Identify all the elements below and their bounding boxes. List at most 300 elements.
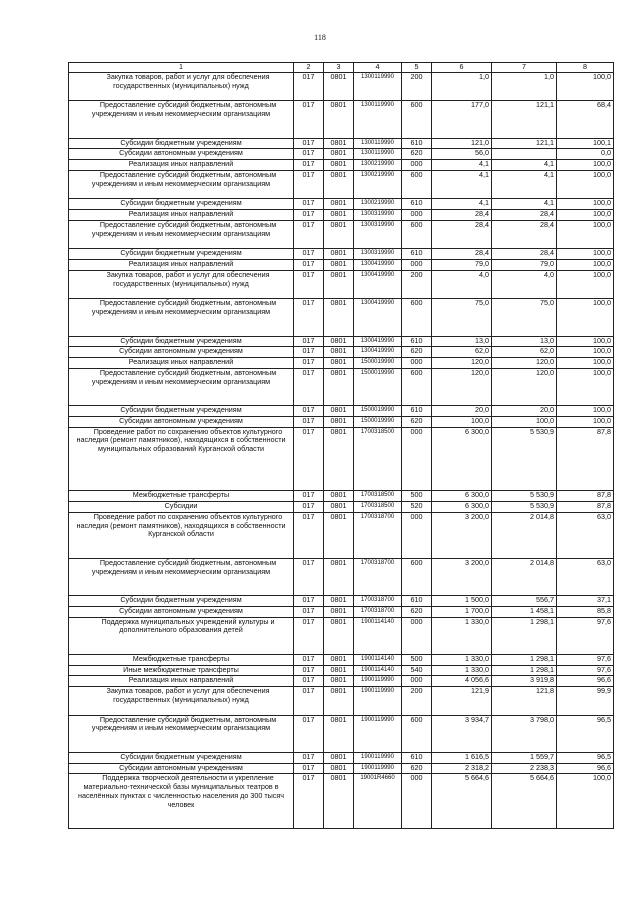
cell-expense-type: 000 — [402, 617, 432, 654]
cell-ministry: 017 — [294, 199, 324, 210]
cell-plan: 4,1 — [432, 160, 492, 171]
table-row — [69, 502, 614, 513]
cell-section: 0801 — [324, 606, 354, 617]
row-name: Предоставление субсидий бюджетным, автономным учреждениям и иным некоммерческим организациям — [69, 715, 294, 752]
cell-expense-type: 600 — [402, 220, 432, 248]
cell-target-code: 1300219990 — [354, 199, 402, 210]
cell-percent: 100,0 — [557, 170, 614, 198]
cell-target-code: 1700318700 — [354, 596, 402, 607]
cell-percent: 37,1 — [557, 596, 614, 607]
cell-ministry: 017 — [294, 73, 324, 101]
cell-target-code: 1700318700 — [354, 558, 402, 595]
cell-actual: 1,0 — [492, 73, 557, 101]
cell-ministry: 017 — [294, 260, 324, 271]
row-name: Закупка товаров, работ и услуг для обеспечения государственных (муниципальных) нужд — [69, 687, 294, 715]
cell-plan: 3 934,7 — [432, 715, 492, 752]
cell-actual: 20,0 — [492, 406, 557, 417]
cell-plan: 3 200,0 — [432, 512, 492, 558]
table-row — [69, 763, 614, 774]
cell-actual: 3 919,8 — [492, 676, 557, 687]
cell-actual: 4,1 — [492, 199, 557, 210]
table-row — [69, 368, 614, 405]
cell-actual: 28,4 — [492, 210, 557, 221]
cell-percent: 100,0 — [557, 73, 614, 101]
row-name: Субсидии автономным учреждениям — [69, 416, 294, 427]
cell-section: 0801 — [324, 763, 354, 774]
cell-percent: 100,0 — [557, 270, 614, 298]
row-name: Предоставление субсидий бюджетным, автономным учреждениям и иным некоммерческим организациям — [69, 558, 294, 595]
row-name: Субсидии бюджетным учреждениям — [69, 336, 294, 347]
cell-percent: 100,0 — [557, 249, 614, 260]
cell-plan: 1,0 — [432, 73, 492, 101]
cell-actual: 1 298,1 — [492, 654, 557, 665]
cell-plan: 1 330,0 — [432, 665, 492, 676]
cell-plan: 13,0 — [432, 336, 492, 347]
cell-plan: 56,0 — [432, 149, 492, 160]
cell-expense-type: 620 — [402, 149, 432, 160]
cell-target-code: 19001R4660 — [354, 774, 402, 829]
row-name: Субсидии автономным учреждениям — [69, 763, 294, 774]
cell-ministry: 017 — [294, 149, 324, 160]
cell-ministry: 017 — [294, 752, 324, 763]
cell-target-code: 1300219990 — [354, 160, 402, 171]
column-header: 8 — [557, 63, 614, 73]
cell-section: 0801 — [324, 270, 354, 298]
cell-expense-type: 200 — [402, 73, 432, 101]
cell-expense-type: 600 — [402, 170, 432, 198]
row-name: Проведение работ по сохранению объектов культурного наследия (ремонт памятников), находящихся в собственности муниципальных образований Курганской области — [69, 427, 294, 491]
cell-plan: 121,0 — [432, 138, 492, 149]
cell-section: 0801 — [324, 427, 354, 491]
cell-ministry: 017 — [294, 763, 324, 774]
table-row — [69, 617, 614, 654]
cell-section: 0801 — [324, 199, 354, 210]
cell-expense-type: 200 — [402, 687, 432, 715]
cell-actual: 5 530,9 — [492, 491, 557, 502]
row-name: Субсидии бюджетным учреждениям — [69, 249, 294, 260]
cell-ministry: 017 — [294, 687, 324, 715]
cell-ministry: 017 — [294, 596, 324, 607]
cell-section: 0801 — [324, 596, 354, 607]
row-name: Субсидии бюджетным учреждениям — [69, 596, 294, 607]
cell-section: 0801 — [324, 160, 354, 171]
table-row — [69, 260, 614, 271]
row-name: Субсидии — [69, 502, 294, 513]
table-row — [69, 149, 614, 160]
cell-actual: 3 798,0 — [492, 715, 557, 752]
cell-section: 0801 — [324, 512, 354, 558]
table-row — [69, 336, 614, 347]
cell-section: 0801 — [324, 491, 354, 502]
cell-plan: 6 300,0 — [432, 427, 492, 491]
cell-ministry: 017 — [294, 249, 324, 260]
cell-plan: 4,0 — [432, 270, 492, 298]
cell-actual: 5 664,6 — [492, 774, 557, 829]
cell-expense-type: 000 — [402, 676, 432, 687]
cell-plan: 1 616,5 — [432, 752, 492, 763]
cell-section: 0801 — [324, 73, 354, 101]
cell-expense-type: 000 — [402, 774, 432, 829]
column-header: 5 — [402, 63, 432, 73]
cell-ministry: 017 — [294, 170, 324, 198]
cell-actual: 4,1 — [492, 170, 557, 198]
table-row — [69, 299, 614, 336]
cell-plan: 120,0 — [432, 368, 492, 405]
cell-target-code: 1900114140 — [354, 617, 402, 654]
table-row — [69, 491, 614, 502]
table-row — [69, 558, 614, 595]
cell-plan: 2 318,2 — [432, 763, 492, 774]
cell-actual: 120,0 — [492, 358, 557, 369]
table-row — [69, 170, 614, 198]
cell-ministry: 017 — [294, 210, 324, 221]
cell-section: 0801 — [324, 336, 354, 347]
cell-plan: 121,9 — [432, 687, 492, 715]
cell-expense-type: 610 — [402, 138, 432, 149]
cell-section: 0801 — [324, 299, 354, 336]
row-name: Закупка товаров, работ и услуг для обеспечения государственных (муниципальных) нужд — [69, 270, 294, 298]
cell-target-code: 1300319990 — [354, 249, 402, 260]
cell-actual: 28,4 — [492, 249, 557, 260]
cell-expense-type: 610 — [402, 752, 432, 763]
cell-ministry: 017 — [294, 138, 324, 149]
cell-expense-type: 600 — [402, 558, 432, 595]
cell-target-code: 1700318500 — [354, 427, 402, 491]
row-name: Реализация иных направлений — [69, 260, 294, 271]
cell-percent: 0,0 — [557, 149, 614, 160]
cell-target-code: 1300119990 — [354, 149, 402, 160]
cell-section: 0801 — [324, 416, 354, 427]
cell-section: 0801 — [324, 358, 354, 369]
cell-target-code: 1300119990 — [354, 101, 402, 138]
cell-expense-type: 600 — [402, 715, 432, 752]
cell-target-code: 1900114140 — [354, 665, 402, 676]
cell-plan: 3 200,0 — [432, 558, 492, 595]
cell-target-code: 1500019990 — [354, 358, 402, 369]
cell-ministry: 017 — [294, 491, 324, 502]
cell-actual: 121,1 — [492, 138, 557, 149]
cell-actual: 556,7 — [492, 596, 557, 607]
cell-target-code: 1300319990 — [354, 220, 402, 248]
cell-target-code: 1300419990 — [354, 299, 402, 336]
row-name: Реализация иных направлений — [69, 210, 294, 221]
cell-section: 0801 — [324, 676, 354, 687]
cell-section: 0801 — [324, 368, 354, 405]
table-row — [69, 654, 614, 665]
cell-actual: 4,1 — [492, 160, 557, 171]
cell-ministry: 017 — [294, 606, 324, 617]
table-row — [69, 687, 614, 715]
cell-target-code: 1700318500 — [354, 491, 402, 502]
cell-target-code: 1300119990 — [354, 73, 402, 101]
row-name: Поддержка муниципальных учреждений культуры и дополнительного образования детей — [69, 617, 294, 654]
table-row — [69, 270, 614, 298]
page-number: 118 — [314, 33, 326, 42]
cell-expense-type: 000 — [402, 427, 432, 491]
cell-section: 0801 — [324, 406, 354, 417]
row-name: Закупка товаров, работ и услуг для обеспечения государственных (муниципальных) нужд — [69, 73, 294, 101]
cell-section: 0801 — [324, 260, 354, 271]
cell-percent: 100,0 — [557, 347, 614, 358]
cell-percent: 87,8 — [557, 491, 614, 502]
cell-actual: 1 298,1 — [492, 665, 557, 676]
cell-plan: 100,0 — [432, 416, 492, 427]
table-row — [69, 220, 614, 248]
table-row — [69, 665, 614, 676]
cell-percent: 96,5 — [557, 752, 614, 763]
cell-ministry: 017 — [294, 101, 324, 138]
cell-actual: 100,0 — [492, 416, 557, 427]
cell-percent: 100,0 — [557, 406, 614, 417]
table-row — [69, 249, 614, 260]
cell-expense-type: 620 — [402, 347, 432, 358]
cell-ministry: 017 — [294, 336, 324, 347]
cell-expense-type: 500 — [402, 491, 432, 502]
row-name: Субсидии бюджетным учреждениям — [69, 752, 294, 763]
cell-percent: 97,6 — [557, 617, 614, 654]
cell-section: 0801 — [324, 138, 354, 149]
cell-percent: 96,5 — [557, 715, 614, 752]
cell-percent: 100,0 — [557, 299, 614, 336]
cell-ministry: 017 — [294, 715, 324, 752]
cell-actual: 13,0 — [492, 336, 557, 347]
cell-target-code: 1300419990 — [354, 336, 402, 347]
cell-section: 0801 — [324, 170, 354, 198]
cell-percent: 100,1 — [557, 138, 614, 149]
cell-section: 0801 — [324, 617, 354, 654]
cell-percent: 100,0 — [557, 416, 614, 427]
cell-percent: 100,0 — [557, 336, 614, 347]
cell-target-code: 1300419990 — [354, 260, 402, 271]
cell-percent: 99,9 — [557, 687, 614, 715]
column-header: 7 — [492, 63, 557, 73]
cell-target-code: 1900119990 — [354, 715, 402, 752]
cell-percent: 85,8 — [557, 606, 614, 617]
cell-actual: 121,8 — [492, 687, 557, 715]
table-row — [69, 596, 614, 607]
cell-percent: 100,0 — [557, 199, 614, 210]
cell-actual: 5 530,9 — [492, 502, 557, 513]
cell-percent: 100,0 — [557, 774, 614, 829]
cell-actual: 62,0 — [492, 347, 557, 358]
table-row — [69, 358, 614, 369]
cell-target-code: 1700318700 — [354, 512, 402, 558]
cell-plan: 75,0 — [432, 299, 492, 336]
cell-expense-type: 600 — [402, 368, 432, 405]
column-header: 4 — [354, 63, 402, 73]
cell-section: 0801 — [324, 220, 354, 248]
cell-ministry: 017 — [294, 160, 324, 171]
table-row — [69, 138, 614, 149]
cell-actual: 4,0 — [492, 270, 557, 298]
cell-actual — [492, 149, 557, 160]
cell-plan: 20,0 — [432, 406, 492, 417]
cell-target-code: 1900119990 — [354, 687, 402, 715]
cell-expense-type: 610 — [402, 406, 432, 417]
cell-expense-type: 620 — [402, 606, 432, 617]
cell-actual: 2 238,3 — [492, 763, 557, 774]
cell-percent: 63,0 — [557, 558, 614, 595]
cell-target-code: 1500019990 — [354, 368, 402, 405]
cell-expense-type: 000 — [402, 260, 432, 271]
row-name: Предоставление субсидий бюджетным, автономным учреждениям и иным некоммерческим организациям — [69, 220, 294, 248]
cell-target-code: 1700318500 — [354, 502, 402, 513]
row-name: Субсидии автономным учреждениям — [69, 347, 294, 358]
cell-plan: 62,0 — [432, 347, 492, 358]
cell-section: 0801 — [324, 347, 354, 358]
cell-section: 0801 — [324, 210, 354, 221]
table-row — [69, 752, 614, 763]
cell-target-code: 1700318700 — [354, 606, 402, 617]
table-row — [69, 73, 614, 101]
table-row — [69, 427, 614, 491]
cell-section: 0801 — [324, 752, 354, 763]
table-row — [69, 715, 614, 752]
cell-actual: 1 559,7 — [492, 752, 557, 763]
budget-table — [68, 62, 614, 829]
row-name: Субсидии бюджетным учреждениям — [69, 199, 294, 210]
row-name: Межбюджетные трансферты — [69, 491, 294, 502]
cell-ministry: 017 — [294, 774, 324, 829]
header-row — [69, 63, 614, 73]
cell-ministry: 017 — [294, 617, 324, 654]
row-name: Проведение работ по сохранению объектов культурного наследия (ремонт памятников), находящихся в собственности Курганской области — [69, 512, 294, 558]
cell-expense-type: 600 — [402, 299, 432, 336]
cell-ministry: 017 — [294, 502, 324, 513]
cell-plan: 28,4 — [432, 249, 492, 260]
cell-expense-type: 000 — [402, 160, 432, 171]
cell-plan: 5 664,6 — [432, 774, 492, 829]
table-row — [69, 101, 614, 138]
row-name: Субсидии автономным учреждениям — [69, 149, 294, 160]
cell-ministry: 017 — [294, 416, 324, 427]
cell-target-code: 1900119990 — [354, 752, 402, 763]
column-header: 1 — [69, 63, 294, 73]
cell-percent: 100,0 — [557, 358, 614, 369]
cell-percent: 100,0 — [557, 260, 614, 271]
cell-expense-type: 610 — [402, 199, 432, 210]
cell-percent: 63,0 — [557, 512, 614, 558]
table-row — [69, 160, 614, 171]
cell-plan: 1 330,0 — [432, 654, 492, 665]
table-row — [69, 774, 614, 829]
table-row — [69, 606, 614, 617]
cell-target-code: 1300419990 — [354, 270, 402, 298]
cell-section: 0801 — [324, 774, 354, 829]
column-header: 3 — [324, 63, 354, 73]
row-name: Субсидии бюджетным учреждениям — [69, 406, 294, 417]
cell-expense-type: 620 — [402, 763, 432, 774]
cell-target-code: 1900119990 — [354, 763, 402, 774]
cell-plan: 177,0 — [432, 101, 492, 138]
cell-plan: 6 300,0 — [432, 502, 492, 513]
table-row — [69, 512, 614, 558]
cell-plan: 4 056,6 — [432, 676, 492, 687]
cell-ministry: 017 — [294, 654, 324, 665]
table-row — [69, 676, 614, 687]
cell-percent: 96,6 — [557, 763, 614, 774]
row-name: Субсидии бюджетным учреждениям — [69, 138, 294, 149]
cell-percent: 87,8 — [557, 427, 614, 491]
cell-expense-type: 500 — [402, 654, 432, 665]
table-row — [69, 199, 614, 210]
cell-actual: 79,0 — [492, 260, 557, 271]
cell-expense-type: 610 — [402, 336, 432, 347]
cell-section: 0801 — [324, 654, 354, 665]
cell-percent: 97,6 — [557, 665, 614, 676]
cell-section: 0801 — [324, 558, 354, 595]
cell-percent: 96,6 — [557, 676, 614, 687]
row-name: Реализация иных направлений — [69, 358, 294, 369]
cell-expense-type: 520 — [402, 502, 432, 513]
cell-section: 0801 — [324, 149, 354, 160]
cell-section: 0801 — [324, 665, 354, 676]
table-row — [69, 347, 614, 358]
cell-percent: 97,6 — [557, 654, 614, 665]
cell-plan: 28,4 — [432, 220, 492, 248]
cell-ministry: 017 — [294, 676, 324, 687]
cell-plan: 4,1 — [432, 170, 492, 198]
row-name: Предоставление субсидий бюджетным, автономным учреждениям и иным некоммерческим организациям — [69, 101, 294, 138]
row-name: Субсидии автономным учреждениям — [69, 606, 294, 617]
cell-expense-type: 000 — [402, 358, 432, 369]
cell-expense-type: 610 — [402, 249, 432, 260]
cell-ministry: 017 — [294, 558, 324, 595]
cell-actual: 121,1 — [492, 101, 557, 138]
cell-target-code: 1300219990 — [354, 170, 402, 198]
cell-ministry: 017 — [294, 220, 324, 248]
cell-expense-type: 600 — [402, 101, 432, 138]
cell-percent: 100,0 — [557, 160, 614, 171]
row-name: Предоставление субсидий бюджетным, автономным учреждениям и иным некоммерческим организациям — [69, 299, 294, 336]
cell-section: 0801 — [324, 715, 354, 752]
cell-ministry: 017 — [294, 299, 324, 336]
cell-plan: 79,0 — [432, 260, 492, 271]
cell-actual: 120,0 — [492, 368, 557, 405]
cell-actual: 5 530,9 — [492, 427, 557, 491]
row-name: Предоставление субсидий бюджетным, автономным учреждениям и иным некоммерческим организациям — [69, 170, 294, 198]
cell-expense-type: 610 — [402, 596, 432, 607]
table-row — [69, 210, 614, 221]
cell-actual: 2 014,8 — [492, 512, 557, 558]
cell-actual: 28,4 — [492, 220, 557, 248]
cell-target-code: 1900114140 — [354, 654, 402, 665]
cell-plan: 6 300,0 — [432, 491, 492, 502]
cell-percent: 100,0 — [557, 210, 614, 221]
column-header: 2 — [294, 63, 324, 73]
cell-percent: 87,8 — [557, 502, 614, 513]
cell-ministry: 017 — [294, 347, 324, 358]
row-name: Межбюджетные трансферты — [69, 654, 294, 665]
cell-actual: 1 298,1 — [492, 617, 557, 654]
table-row — [69, 416, 614, 427]
cell-target-code: 1500019990 — [354, 406, 402, 417]
cell-section: 0801 — [324, 249, 354, 260]
cell-plan: 1 700,0 — [432, 606, 492, 617]
row-name: Поддержка творческой деятельности и укрепление материально-технической базы муниципальных театров в населённых пунктах с численностью населения до 300 тысяч человек — [69, 774, 294, 829]
cell-ministry: 017 — [294, 665, 324, 676]
cell-percent: 100,0 — [557, 220, 614, 248]
cell-ministry: 017 — [294, 270, 324, 298]
cell-target-code: 1300419990 — [354, 347, 402, 358]
cell-ministry: 017 — [294, 512, 324, 558]
cell-target-code: 1500019990 — [354, 416, 402, 427]
cell-section: 0801 — [324, 101, 354, 138]
cell-ministry: 017 — [294, 406, 324, 417]
cell-plan: 1 330,0 — [432, 617, 492, 654]
cell-target-code: 1900119990 — [354, 676, 402, 687]
row-name: Предоставление субсидий бюджетным, автономным учреждениям и иным некоммерческим организациям — [69, 368, 294, 405]
